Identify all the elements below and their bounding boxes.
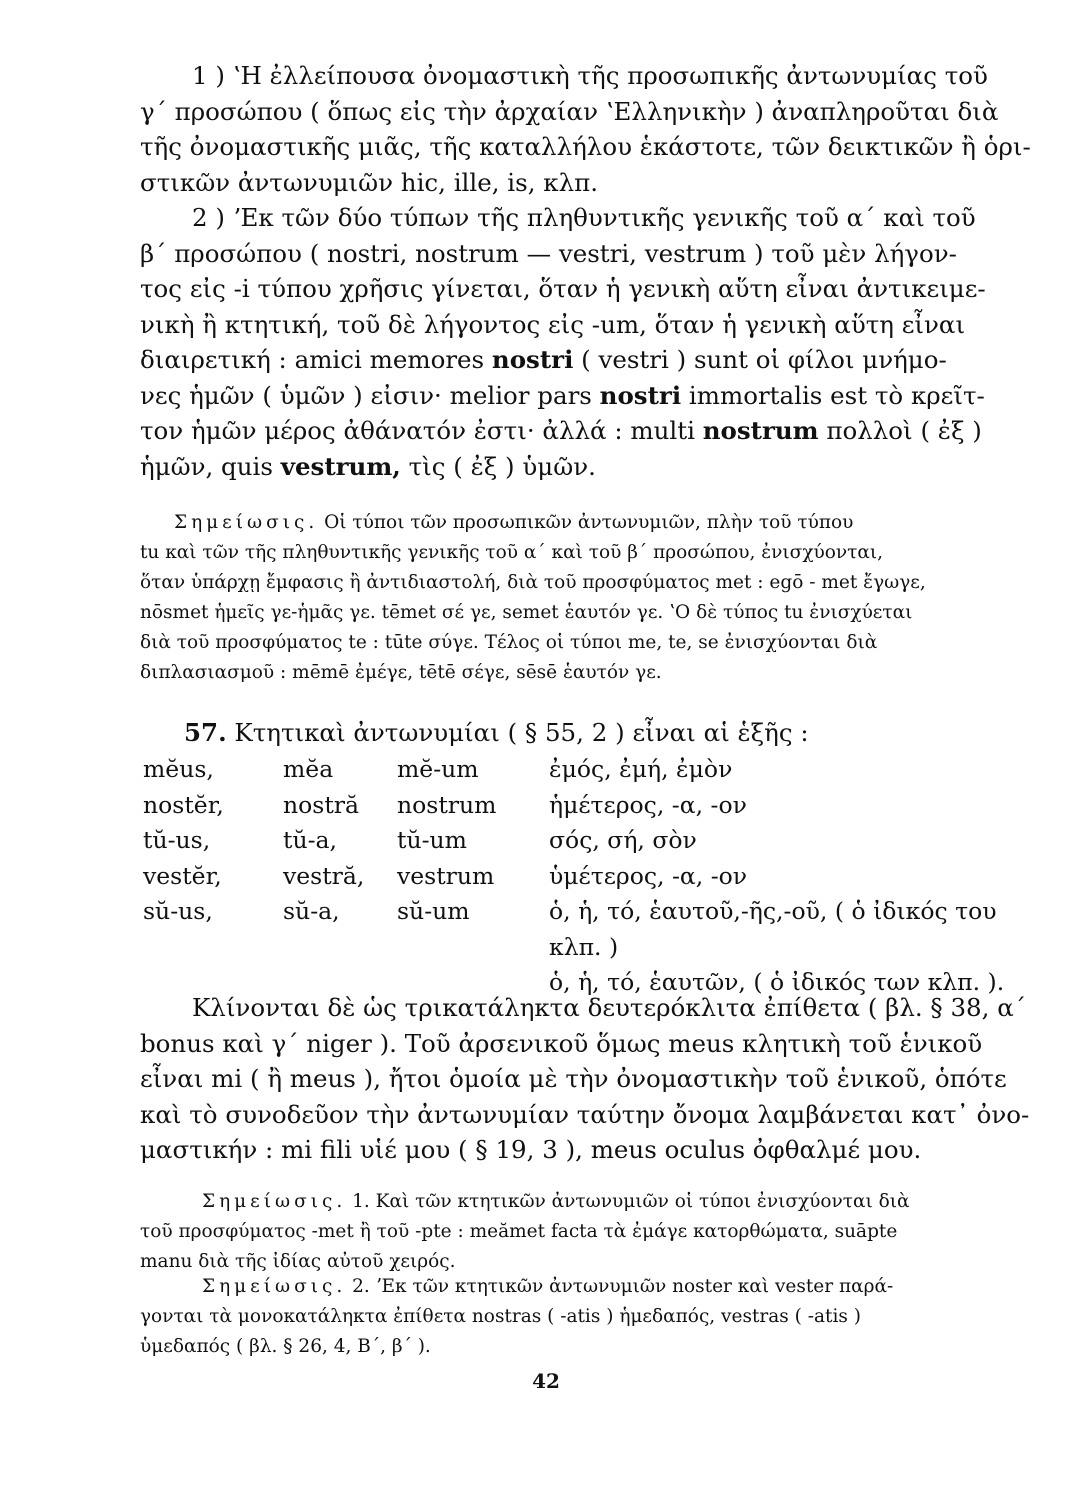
section-57-heading	[140, 716, 985, 750]
text-run: 2. ʼΕκ τῶν κτητικῶν ἀντωνυμιῶν noster καὶ vester παρά-	[346, 1276, 894, 1297]
text-run: Κτητικαὶ ἀντωνυμίαι ( § 55, 2 ) εἶναι αἱ ἑξῆς :	[226, 718, 809, 747]
cell-greek: σός, σή, σὸν	[549, 826, 697, 854]
bold-term: vestrum,	[280, 451, 401, 481]
text-line: νικὴ ἢ κτητική, τοῦ δὲ λήγοντος εἰς -um, ὅταν ἡ γενικὴ αὕτη εἶναι	[140, 309, 966, 339]
cell-neuter: tŭ-um	[397, 826, 467, 854]
text-line: nōsmet ἡμεῖς γε-ἡμᾶς γε. tēmet σέ γε, semet ἑαυτόν γε. ʽΟ δὲ τύπος tu ἐνισχύεται	[140, 602, 913, 623]
note-2	[140, 1187, 985, 1277]
text-line: γονται τὰ μονοκατάληκτα ἐπίθετα nostras ( -atis ) ἡμεδαπός, vestras ( -atis )	[140, 1306, 861, 1327]
text-run: διαιρετική : amici memores	[140, 345, 492, 374]
cell-masculine: sŭ-us,	[143, 897, 213, 925]
text-line: τῆς ὀνομαστικῆς μιᾶς, τῆς καταλλήλου ἑκάστοτε, τῶν δεικτικῶν ἢ ὁρι-	[140, 132, 1031, 161]
text-line: διὰ τοῦ προσφύματος te : tūte σύγε. Τέλος οἱ τύποι me, te, se ἐνισχύονται διὰ	[140, 632, 878, 653]
text-line: manu διὰ τῆς ἰδίας αὐτοῦ χειρός.	[140, 1251, 456, 1272]
text-run: immortalis est τὸ κρεῖτ-	[681, 380, 985, 410]
cell-neuter: sŭ-um	[397, 897, 470, 925]
bold-term: nostri	[491, 345, 574, 374]
section-number: 57.	[184, 718, 227, 747]
table-row	[143, 823, 993, 859]
cell-feminine: sŭ-a,	[283, 897, 340, 925]
cell-feminine: mĕa	[283, 755, 334, 783]
text-line: στικῶν ἀντωνυμιῶν hic, ille, is, κλπ.	[140, 167, 599, 197]
cell-greek: ἐμός, ἐμή, ἐμὸν	[549, 755, 733, 783]
page-number: 42	[532, 1369, 560, 1393]
table-row	[143, 930, 993, 966]
text-line	[140, 413, 985, 449]
text-line: καὶ τὸ συνοδεῦον τὴν ἀντωνυμίαν ταύτην ὄνομα λαμβάνεται κατ᾽ ὀνο-	[140, 1099, 1030, 1129]
text-line: γ΄ προσώπου ( ὅπως εἰς τὴν ἀρχαίαν ʽΕλληνικὴν ) ἀναπληροῦται διὰ	[140, 96, 999, 126]
text-line: tu καὶ τῶν τῆς πληθυντικῆς γενικῆς τοῦ α΄ καὶ τοῦ β΄ προσώπου, ἐνισχύονται,	[140, 542, 884, 563]
cell-feminine: nostră	[283, 790, 360, 819]
cell-masculine: tŭ-us,	[143, 826, 211, 854]
bold-term: nostri	[599, 380, 682, 410]
cell-feminine: vestră,	[283, 861, 365, 890]
text-line: διπλασιασμοῦ : mēmē ἐμέγε, tētē σέγε, sēsē ἑαυτόν γε.	[140, 662, 662, 683]
note-3	[140, 1272, 985, 1362]
paragraph-1	[140, 58, 1031, 200]
note-label: Σημείωσις.	[174, 512, 319, 533]
cell-greek: κλπ. )	[549, 932, 619, 961]
text-line	[140, 378, 985, 414]
text-run: 1. Καὶ τῶν κτητικῶν ἀντωνυμιῶν οἱ τύποι ἐνισχύονται διὰ	[346, 1191, 910, 1212]
table-row	[143, 788, 993, 824]
table-row	[143, 752, 993, 788]
text-line	[140, 449, 985, 485]
text-line: τος εἰς -i τύπου χρῆσις γίνεται, ὅταν ἡ γενικὴ αὕτη εἶναι ἀντικειμε-	[140, 274, 986, 303]
cell-masculine: nostĕr,	[143, 790, 224, 819]
text-line	[140, 342, 985, 378]
text-line: bonus καὶ γ΄ niger ). Τοῦ ἀρσενικοῦ ὅμως meus κλητικὴ τοῦ ἑνικοῦ	[140, 1028, 983, 1058]
text-line	[140, 1187, 985, 1217]
text-line: 1 ) ʽΗ ἐλλείπουσα ὀνομαστικὴ τῆς προσωπικῆς ἀντωνυμίας τοῦ	[192, 61, 988, 90]
text-line: β΄ προσώπου ( nostri, nostrum — vestri, vestrum ) τοῦ μὲν λήγον-	[140, 238, 957, 268]
text-line: εἶναι mi ( ἢ meus ), ἤτοι ὁμοία μὲ τὴν ὀνομαστικὴν τοῦ ἑνικοῦ, ὁπότε	[140, 1064, 1007, 1093]
paragraph-3	[140, 990, 1030, 1168]
text-run: ( vestri ) sunt οἱ φίλοι μνήμο-	[573, 345, 947, 374]
text-run: ἡμῶν, quis	[140, 451, 281, 481]
note-1	[140, 508, 985, 688]
text-line: μαστικήν : mi fili υἱέ μου ( § 19, 3 ), meus oculus ὀφθαλμέ μου.	[140, 1135, 922, 1164]
cell-greek: ὁ, ἡ, τό, ἑαυτῶν, ( ὁ ἰδικός των κλπ. ).	[549, 968, 1005, 996]
text-line	[140, 716, 985, 750]
cell-greek: ὑμέτερος, -α, -ον	[549, 861, 748, 890]
note-label: Σημείωσις.	[202, 1276, 347, 1297]
cell-greek: ἡμέτερος, -α, -ον	[549, 790, 747, 819]
text-run: τον ἡμῶν μέρος ἀθάνατόν ἐστι· ἀλλά : multi	[140, 416, 703, 445]
cell-feminine: tŭ-a,	[283, 826, 337, 854]
text-line	[140, 1272, 985, 1302]
text-line: Κλίνονται δὲ ὡς τρικατάληκτα δευτερόκλιτα ἐπίθετα ( βλ. § 38, α΄	[192, 993, 1027, 1022]
text-run: Οἱ τύποι τῶν προσωπικῶν ἀντωνυμιῶν, πλὴν τοῦ τύπου	[318, 512, 854, 533]
table-row	[143, 859, 993, 895]
text-line	[140, 508, 985, 538]
text-run: τὶς ( ἐξ ) ὑμῶν.	[400, 451, 596, 481]
cell-greek: ὁ, ἡ, τό, ἑαυτοῦ,-ῆς,-οῦ, ( ὁ ἰδικός του	[549, 897, 997, 925]
text-line: 2 ) ʼΕκ τῶν δύο τύπων τῆς πληθυντικῆς γενικῆς τοῦ α΄ καὶ τοῦ	[192, 203, 976, 232]
cell-neuter: vestrum	[397, 861, 495, 890]
text-run: νες ἡμῶν ( ὑμῶν ) εἰσιν· melior pars	[140, 380, 600, 410]
text-line: ὑμεδαπός ( βλ. § 26, 4, Β΄, β΄ ).	[140, 1336, 431, 1357]
note-label: Σημείωσις.	[202, 1191, 347, 1212]
cell-neuter: nostrum	[397, 790, 497, 819]
text-run: πολλοὶ ( ἐξ )	[818, 416, 982, 445]
cell-neuter: mĕ-um	[397, 755, 479, 783]
cell-masculine: mĕus,	[143, 755, 214, 783]
text-line: τοῦ προσφύματος -met ἢ τοῦ -pte : meămet facta τὰ ἐμάγε κατορθώματα, suāpte	[140, 1221, 898, 1242]
cell-masculine: vestĕr,	[143, 861, 222, 890]
table-row	[143, 894, 997, 930]
text-line: ὅταν ὑπάρχῃ ἔμφασις ἢ ἀντιδιαστολή, διὰ τοῦ προσφύματος met : egō - met ἔγωγε,	[140, 572, 926, 593]
pronoun-table	[143, 752, 1005, 1001]
bold-term: nostrum	[702, 416, 819, 445]
paragraph-2	[140, 200, 985, 484]
